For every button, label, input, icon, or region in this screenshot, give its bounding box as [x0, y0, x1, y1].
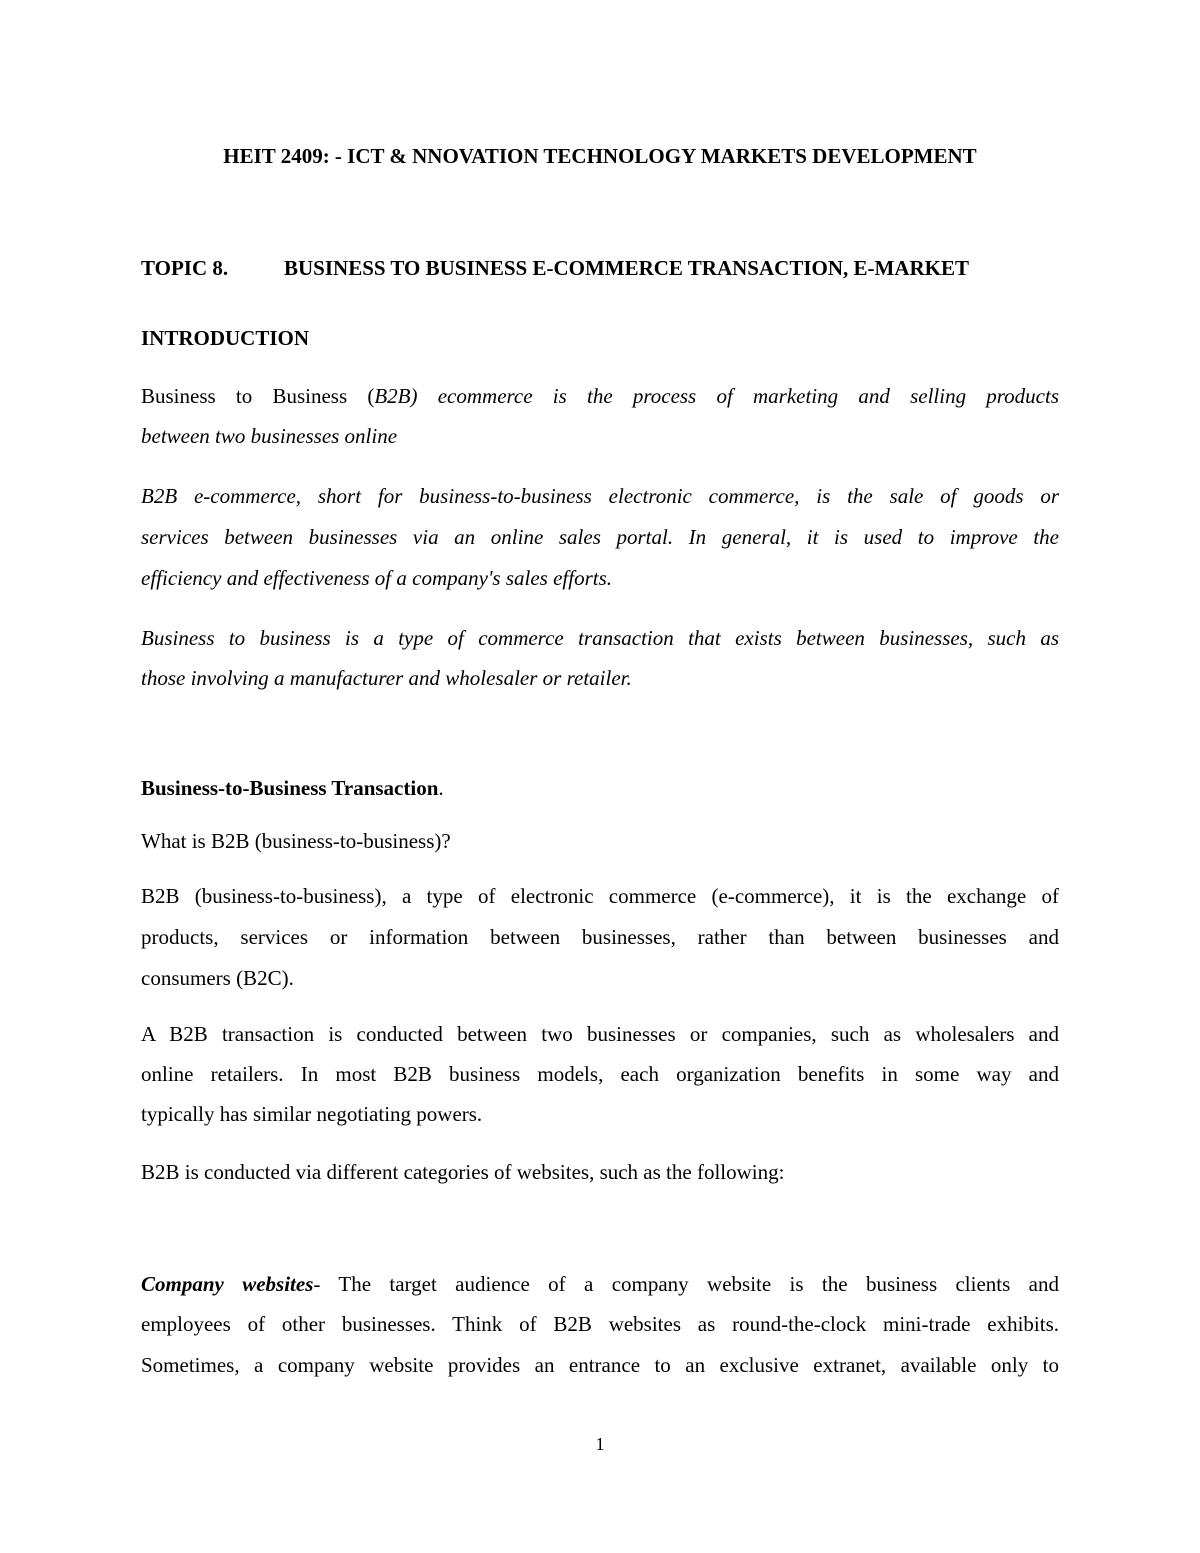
b2b-transaction-line-1: A B2B transaction is conducted between two businesses or companies, such as wholesalers and	[141, 1022, 1059, 1046]
intro-paragraph-1-line-2: between two businesses online	[141, 424, 398, 448]
topic-heading	[141, 254, 1059, 282]
intro-paragraph-2-line-1: B2B e-commerce, short for business-to-business electronic commerce, is the sale of goods or	[141, 484, 1059, 508]
categories-line: B2B is conducted via different categories of websites, such as the following:	[141, 1160, 785, 1184]
document-title: HEIT 2409: - ICT & NNOVATION TECHNOLOGY MARKETS DEVELOPMENT	[223, 144, 977, 168]
intro-paragraph-3-line-2: those involving a manufacturer and wholesaler or retailer.	[141, 666, 632, 690]
intro-paragraph-3-line-1: Business to business is a type of commerce transaction that exists between businesses, such as	[141, 626, 1059, 650]
intro-p1-rest: ecommerce is the process of marketing and selling products	[417, 384, 1060, 408]
b2b-transaction-line-3: typically has similar negotiating powers.	[141, 1102, 483, 1126]
b2b-definition-line-3: consumers (B2C).	[141, 966, 294, 990]
b2b-definition-line-2: products, services or information between businesses, rather than between businesses and	[141, 925, 1059, 949]
section-heading	[141, 774, 1059, 802]
company-websites-rest: The target audience of a company website is the business clients and	[320, 1272, 1059, 1296]
company-websites-term: Company websites	[141, 1272, 314, 1296]
b2b-transaction-line-2: online retailers. In most B2B business models, each organization benefits in some way and	[141, 1062, 1059, 1086]
section-heading-text: Business-to-Business Transaction	[141, 776, 439, 800]
company-websites-line-3: Sometimes, a company website provides an entrance to an exclusive extranet, available only to	[141, 1353, 1059, 1377]
intro-p1-prefix: Business to Business (	[141, 384, 375, 408]
question-line: What is B2B (business-to-business)?	[141, 829, 451, 853]
topic-label: TOPIC 8.	[141, 256, 229, 280]
topic-title: BUSINESS TO BUSINESS E-COMMERCE TRANSACTION, E-MARKET	[284, 256, 969, 280]
page-number: 1	[595, 1434, 605, 1454]
company-websites-line-2: employees of other businesses. Think of B2B websites as round-the-clock mini-trade exhibits.	[141, 1312, 1059, 1336]
intro-paragraph-2-line-3: efficiency and effectiveness of a company's sales efforts.	[141, 566, 613, 590]
b2b-definition-line-1: B2B (business-to-business), a type of electronic commerce (e-commerce), it is the exchange of	[141, 884, 1059, 908]
intro-heading: INTRODUCTION	[141, 326, 310, 350]
company-websites-dash: -	[313, 1272, 321, 1296]
intro-p1-b2b: B2B)	[374, 384, 418, 408]
section-heading-suffix: .	[438, 776, 444, 800]
intro-paragraph-2-line-2: services between businesses via an online sales portal. In general, it is used to improve the	[141, 525, 1059, 549]
intro-paragraph-1-line-1	[141, 382, 1059, 410]
company-websites-line-1	[141, 1270, 1059, 1298]
